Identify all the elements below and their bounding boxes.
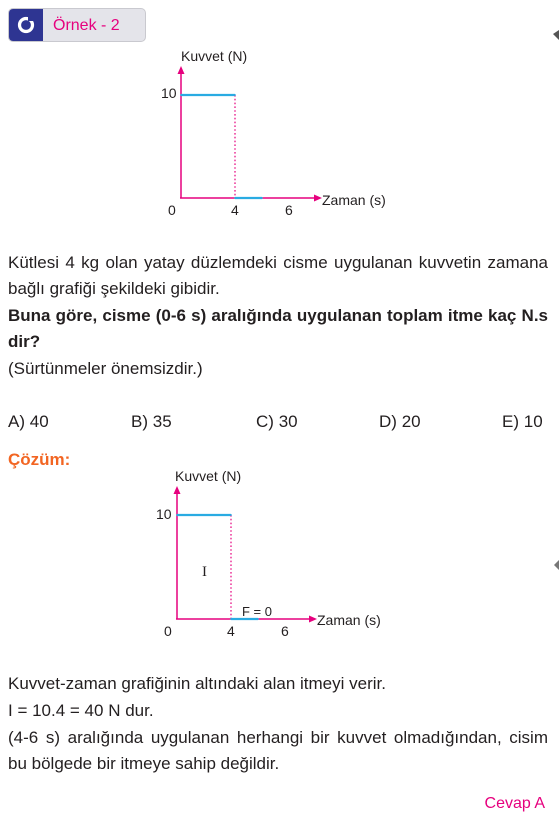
y-axis-label: Kuvvet (N) [181,48,248,64]
x-tick-label: 6 [281,623,289,639]
graph-svg [150,44,410,224]
data-point [230,514,232,516]
data-point [230,618,232,620]
header-icon-box [9,9,43,41]
x-axis-arrow [309,616,317,623]
question-text: Buna göre, cisme (0-6 s) aralığında uygulanan toplam itme kaç N.s dir? [8,306,548,351]
x-axis-arrow [314,195,322,202]
data-point [234,197,236,199]
solution-line-3: (4-6 s) aralığında uygulanan herhangi bir kuvvet olmadığından, cisim bu bölgede bir itmeye sahip değildir. [8,728,548,773]
option-c[interactable]: C) 30 [256,412,298,431]
y-axis-arrow [178,66,185,74]
region-label: I [202,564,207,580]
answer-label: Cevap A [484,795,545,812]
solution-line-2: I = 10.4 = 40 N dur. [8,701,154,720]
solution-label: Çözüm: [8,450,71,469]
page-edge-mark [551,560,559,570]
force-series [180,94,263,199]
y-axis-label: Kuvvet (N) [175,468,242,484]
data-point [261,197,263,199]
data-point [176,514,178,516]
x-tick-label: 4 [227,623,235,639]
question-note: (Sürtünmeler önemsizdir.) [8,359,203,378]
option-e[interactable]: E) 10 [502,412,543,431]
data-point [234,94,236,96]
solution-graph-svg [146,464,406,644]
force-zero-label: F = 0 [242,604,272,619]
y-tick-label: 10 [161,85,177,101]
solution-line-1: Kuvvet-zaman grafiğinin altındaki alan itmeyi verir. [8,674,386,693]
option-a[interactable]: A) 40 [8,412,49,431]
x-axis-label: Zaman (s) [322,192,386,208]
option-b[interactable]: B) 35 [131,412,172,431]
x-tick-label: 6 [285,202,293,218]
solution-force-time-graph [146,464,406,649]
option-d[interactable]: D) 20 [379,412,421,431]
page-edge-mark [551,30,559,40]
example-title: Örnek - 2 [53,17,120,34]
ring-icon [16,15,36,35]
x-axis-label: Zaman (s) [317,612,381,628]
example-header [8,8,146,42]
y-axis-arrow [174,486,181,494]
question-intro: Kütlesi 4 kg olan yatay düzlemdeki cisme uygulanan kuvvetin zamana bağlı grafiği şekildeki gibidir. [8,253,548,298]
x-tick-label: 0 [164,623,172,639]
data-point [180,94,182,96]
force-time-graph [150,44,410,229]
x-tick-label: 4 [231,202,239,218]
y-tick-label: 10 [156,506,172,522]
x-tick-label: 0 [168,202,176,218]
